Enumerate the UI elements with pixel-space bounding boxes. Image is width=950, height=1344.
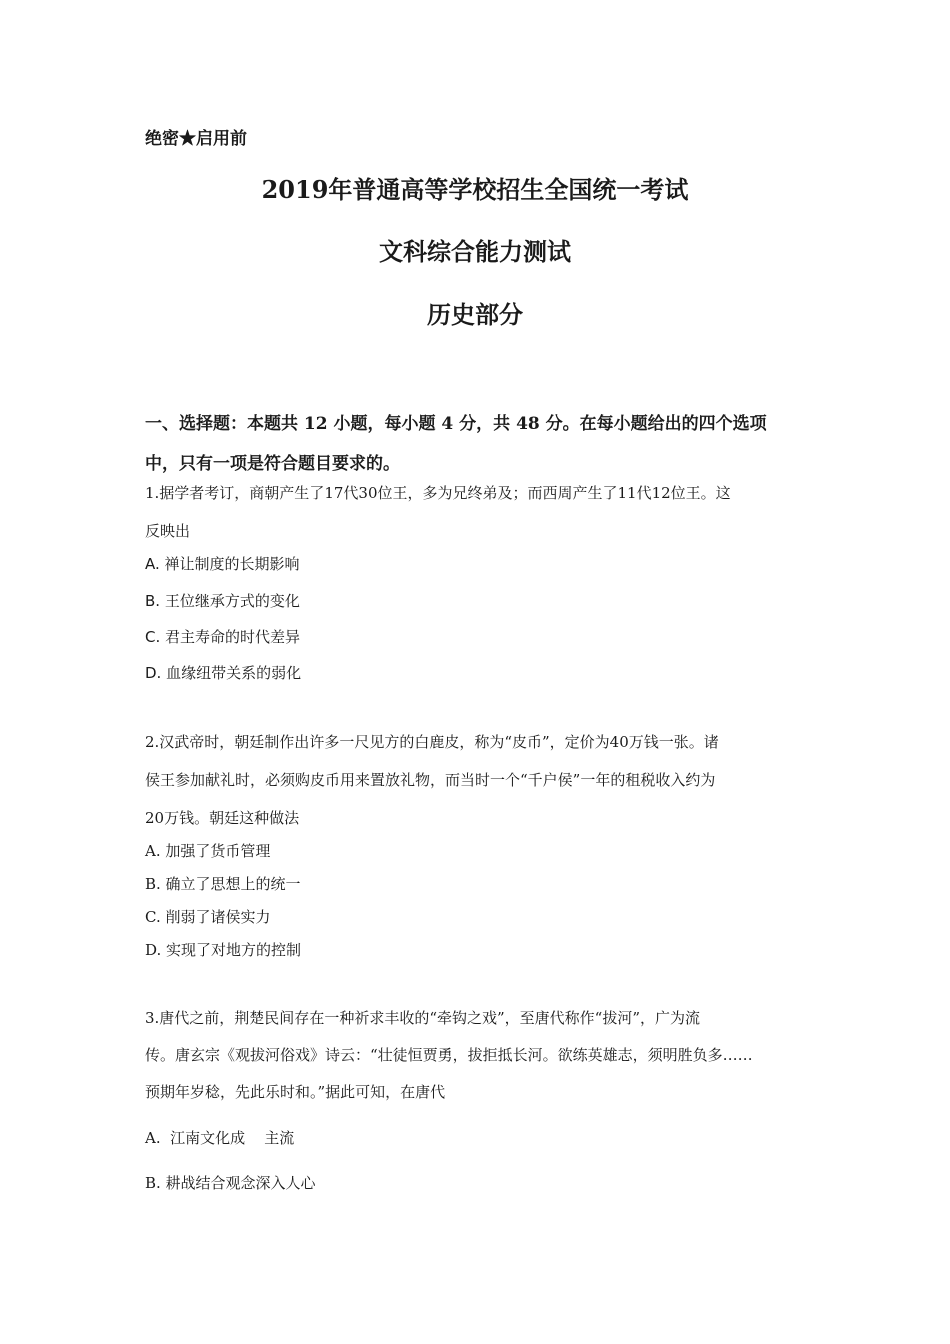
exam-part: 历史部分 [427,300,523,329]
question-1-option-a: A. 禅让制度的长期影响 [145,555,300,573]
question-2-option-a: A. 加强了货币管理 [145,842,271,860]
question-2-stem-line-2: 侯王参加献礼时，必须购皮币用来置放礼物，而当时一个“千户侯”一年的租税收入约为 [145,771,716,789]
question-3-option-b: B. 耕战结合观念深入人心 [145,1174,316,1192]
question-2-stem-line-1: 2.汉武帝时，朝廷制作出许多一尺见方的白鹿皮，称为“皮币”，定价为40万钱一张。诸 [145,733,719,751]
confidential-label: 绝密★启用前 [145,129,247,149]
question-1-option-d: D. 血缘纽带关系的弱化 [145,664,302,682]
question-2-option-d: D. 实现了对地方的控制 [145,941,302,959]
question-3-stem-line-3: 预期年岁稔，先此乐时和。”据此可知，在唐代 [145,1083,446,1101]
section-instruction-line-1: 一、选择题：本题共 12 小题，每小题 4 分，共 48 分。在每小题给出的四个选项 [145,414,767,434]
question-3-option-a: A. 江南文化成 主流 [145,1129,295,1147]
question-2-stem-line-3: 20万钱。朝廷这种做法 [145,809,300,827]
question-1-stem-line-1: 1.据学者考订，商朝产生了17代30位王，多为兄终弟及；而西周产生了11代12位王。这 [145,484,731,502]
exam-title: 2019年普通高等学校招生全国统一考试 [261,175,689,204]
section-instruction-line-2: 中，只有一项是符合题目要求的。 [145,454,400,474]
question-3-stem-line-1: 3.唐代之前，荆楚民间存在一种祈求丰收的“牵钩之戏”，至唐代称作“拔河”，广为流 [145,1009,700,1027]
exam-subtitle: 文科综合能力测试 [379,237,571,266]
question-1-option-b: B. 王位继承方式的变化 [145,592,300,610]
question-2-option-c: C. 削弱了诸侯实力 [145,908,271,926]
question-2-option-b: B. 确立了思想上的统一 [145,875,301,893]
question-1-stem-line-2: 反映出 [145,522,191,540]
question-1-option-c: C. 君主寿命的时代差异 [145,628,301,646]
question-3-stem-line-2: 传。唐玄宗《观拔河俗戏》诗云：“壮徒恒贾勇，拔拒抵长河。欲练英雄志，须明胜负多…… [145,1046,753,1064]
